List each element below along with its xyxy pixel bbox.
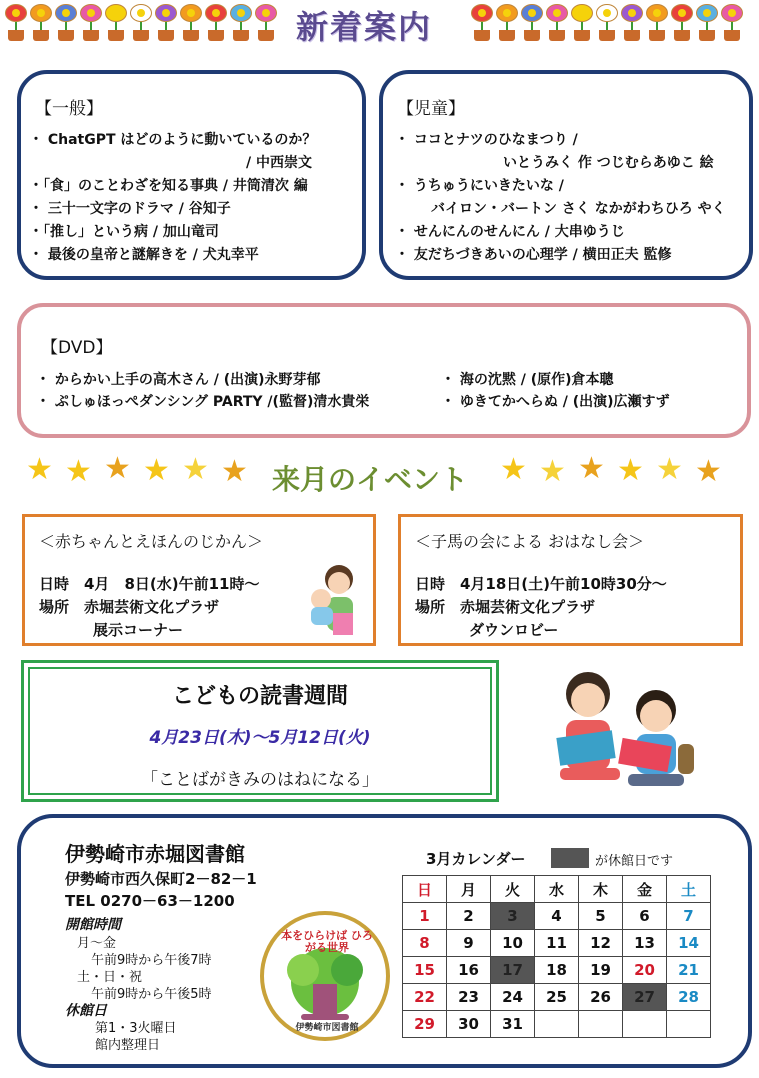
calendar-legend: が休館日です	[595, 854, 674, 869]
flower-icon	[54, 2, 78, 42]
calendar-day-closed: 17	[491, 957, 535, 984]
star-icon: ★	[182, 452, 209, 487]
calendar-day	[579, 1011, 623, 1038]
children-books-box	[379, 70, 753, 280]
weekday-header: 火	[491, 876, 535, 903]
calendar-day: 31	[491, 1011, 535, 1038]
calendar-day: 11	[535, 930, 579, 957]
list-item: ・ 友だちづきあいの心理学 / 横田正夫 監修	[395, 247, 672, 263]
calendar-day: 9	[447, 930, 491, 957]
library-tel: TEL 0270－63－1200	[65, 892, 235, 910]
calendar-week-row	[403, 1011, 711, 1038]
calendar-day: 2	[447, 903, 491, 930]
closed-legend-swatch	[551, 848, 589, 868]
calendar-day-holiday: 20	[623, 957, 667, 984]
weekday-header: 月	[447, 876, 491, 903]
calendar-day: 4	[535, 903, 579, 930]
event-place-detail: 展示コーナー	[93, 621, 184, 639]
calendar-day: 8	[403, 930, 447, 957]
calendar-day: 14	[667, 930, 711, 957]
flower-icon	[620, 2, 644, 42]
logo-text: 本をひらけば ひろがる世界	[281, 929, 373, 954]
event-place: 場所 赤堀芸術文化プラザ	[415, 598, 596, 616]
flower-icon	[670, 2, 694, 42]
dvd-heading: 【DVD】	[41, 338, 113, 358]
event-date: 日時 4月 8日(水)午前11時～	[39, 575, 260, 593]
calendar-title: 3月カレンダー	[426, 850, 526, 868]
star-icon: ★	[143, 453, 170, 488]
calendar-week-row	[403, 903, 711, 930]
flower-icon	[79, 2, 103, 42]
list-item: ・ ココとナツのひなまつり /	[395, 132, 578, 148]
dvd-box	[17, 303, 751, 438]
calendar-header-row	[403, 876, 711, 903]
flower-icon	[29, 2, 53, 42]
hours-label: 開館時間	[65, 917, 121, 933]
star-icon: ★	[65, 454, 92, 489]
star-icon: ★	[221, 454, 248, 489]
list-item: ・ からかい上手の高木さん / (出演)永野芽郁	[36, 372, 321, 388]
library-name: 伊勢崎市赤堀図書館	[65, 842, 245, 866]
calendar-week-row	[403, 930, 711, 957]
calendar-day: 1	[403, 903, 447, 930]
calendar-day: 15	[403, 957, 447, 984]
list-item: いとうみく 作 つじむらあゆこ 絵	[503, 155, 714, 171]
list-item: ・ 海の沈黙 / (原作)倉本聰	[441, 372, 614, 388]
list-item: ・ ゆきてかへらぬ / (出演)広瀬すず	[441, 394, 670, 410]
event-place-detail: ダウンロビー	[469, 621, 559, 639]
list-item: バイロン・バートン さく なかがわちひろ やく	[431, 201, 726, 217]
weekday-header: 水	[535, 876, 579, 903]
star-icon: ★	[578, 451, 605, 486]
calendar-day	[667, 1011, 711, 1038]
flower-icon	[695, 2, 719, 42]
calendar-day: 10	[491, 930, 535, 957]
list-item: ・「食」のことわざを知る事典 / 井筒清次 編	[29, 178, 308, 194]
weekday-header: 金	[623, 876, 667, 903]
events-title: 来月のイベント	[272, 463, 469, 496]
reading-week-title: こどもの読書週間	[171, 684, 348, 709]
flower-icon	[545, 2, 569, 42]
list-item: ・「推し」という病 / 加山竜司	[29, 224, 219, 240]
star-icon: ★	[656, 452, 683, 487]
list-item: ・ うちゅうにいきたいな /	[395, 178, 564, 194]
event-title: ＜赤ちゃんとえほんのじかん＞	[39, 532, 264, 551]
calendar-day: 16	[447, 957, 491, 984]
calendar-day: 24	[491, 984, 535, 1011]
calendar-day: 25	[535, 984, 579, 1011]
calendar-day: 19	[579, 957, 623, 984]
calendar-day: 18	[535, 957, 579, 984]
children-heading: 【児童】	[397, 99, 465, 119]
flower-border-right	[470, 2, 744, 42]
logo-name: 伊勢崎市図書館	[295, 1023, 359, 1033]
weekday-header: 土	[667, 876, 711, 903]
calendar-day: 28	[667, 984, 711, 1011]
weekend-label: 土・日・祝	[77, 970, 143, 985]
calendar-day: 7	[667, 903, 711, 930]
reading-week-slogan: 「ことばがきみのはねになる」	[141, 770, 379, 790]
calendar-day: 23	[447, 984, 491, 1011]
event-date: 日時 4月18日(土)午前10時30分～	[415, 575, 667, 593]
calendar-day: 30	[447, 1011, 491, 1038]
flower-icon	[4, 2, 28, 42]
calendar-day	[535, 1011, 579, 1038]
calendar-day: 29	[403, 1011, 447, 1038]
list-item: ・ ChatGPT はどのように動いているのか？	[29, 132, 317, 148]
calendar-day: 26	[579, 984, 623, 1011]
flower-icon	[129, 2, 153, 42]
flower-icon	[254, 2, 278, 42]
event-box-baby	[22, 514, 376, 646]
calendar-day: 6	[623, 903, 667, 930]
page-title: 新着案内	[296, 8, 433, 46]
flower-icon	[204, 2, 228, 42]
flower-icon	[645, 2, 669, 42]
flower-icon	[495, 2, 519, 42]
event-box-story	[398, 514, 743, 646]
children-reading-illustration	[548, 664, 698, 796]
calendar-day: 5	[579, 903, 623, 930]
closed-label: 休館日	[65, 1003, 107, 1019]
star-icon: ★	[617, 453, 644, 488]
weekday-header: 木	[579, 876, 623, 903]
list-item: ・ 最後の皇帝と謎解きを / 犬丸幸平	[29, 247, 259, 263]
flower-icon	[595, 2, 619, 42]
flower-icon	[470, 2, 494, 42]
star-icon: ★	[500, 452, 527, 487]
calendar-week-row	[403, 957, 711, 984]
star-icon: ★	[26, 452, 53, 487]
calendar-day	[623, 1011, 667, 1038]
mother-baby-illustration	[303, 561, 361, 637]
weekend-hours: 午前9時から午後5時	[91, 987, 212, 1002]
reading-week-period: 4月23日(木)～5月12日(火)	[149, 728, 371, 748]
weekday-hours: 午前9時から午後7時	[91, 953, 212, 968]
star-icon: ★	[539, 454, 566, 489]
library-address: 伊勢崎市西久保町2－82－1	[65, 870, 257, 888]
flower-icon	[720, 2, 744, 42]
flower-icon	[104, 2, 128, 42]
flower-icon	[154, 2, 178, 42]
flower-icon	[570, 2, 594, 42]
closed-rule-2: 館内整理日	[95, 1038, 161, 1053]
event-title: ＜子馬の会による おはなし会＞	[415, 532, 645, 551]
list-item: ・ せんにんのせんにん / 大串ゆうじ	[395, 224, 625, 240]
calendar-day-closed: 27	[623, 984, 667, 1011]
flower-icon	[179, 2, 203, 42]
event-place: 場所 赤堀芸術文化プラザ	[39, 598, 220, 616]
general-books-box	[17, 70, 366, 280]
flower-icon	[229, 2, 253, 42]
calendar-table	[402, 875, 711, 1038]
calendar-day: 22	[403, 984, 447, 1011]
general-heading: 【一般】	[35, 99, 103, 119]
calendar-day: 12	[579, 930, 623, 957]
calendar-day: 21	[667, 957, 711, 984]
list-item: ・ ぷしゅほっぺダンシング PARTY /(監督)清水貴栄	[36, 394, 370, 410]
weekday-header: 日	[403, 876, 447, 903]
list-item: / 中西崇文	[246, 155, 312, 171]
closed-rule-1: 第1・3火曜日	[95, 1021, 177, 1036]
list-item: ・ 三十一文字のドラマ / 谷知子	[29, 201, 231, 217]
star-icon: ★	[104, 451, 131, 486]
star-icon: ★	[695, 454, 722, 489]
calendar-day-closed: 3	[491, 903, 535, 930]
weekday-label: 月～金	[77, 936, 117, 951]
calendar-day: 13	[623, 930, 667, 957]
flower-border-left	[4, 2, 278, 42]
flower-icon	[520, 2, 544, 42]
reading-week-box	[21, 660, 499, 802]
calendar-week-row	[403, 984, 711, 1011]
